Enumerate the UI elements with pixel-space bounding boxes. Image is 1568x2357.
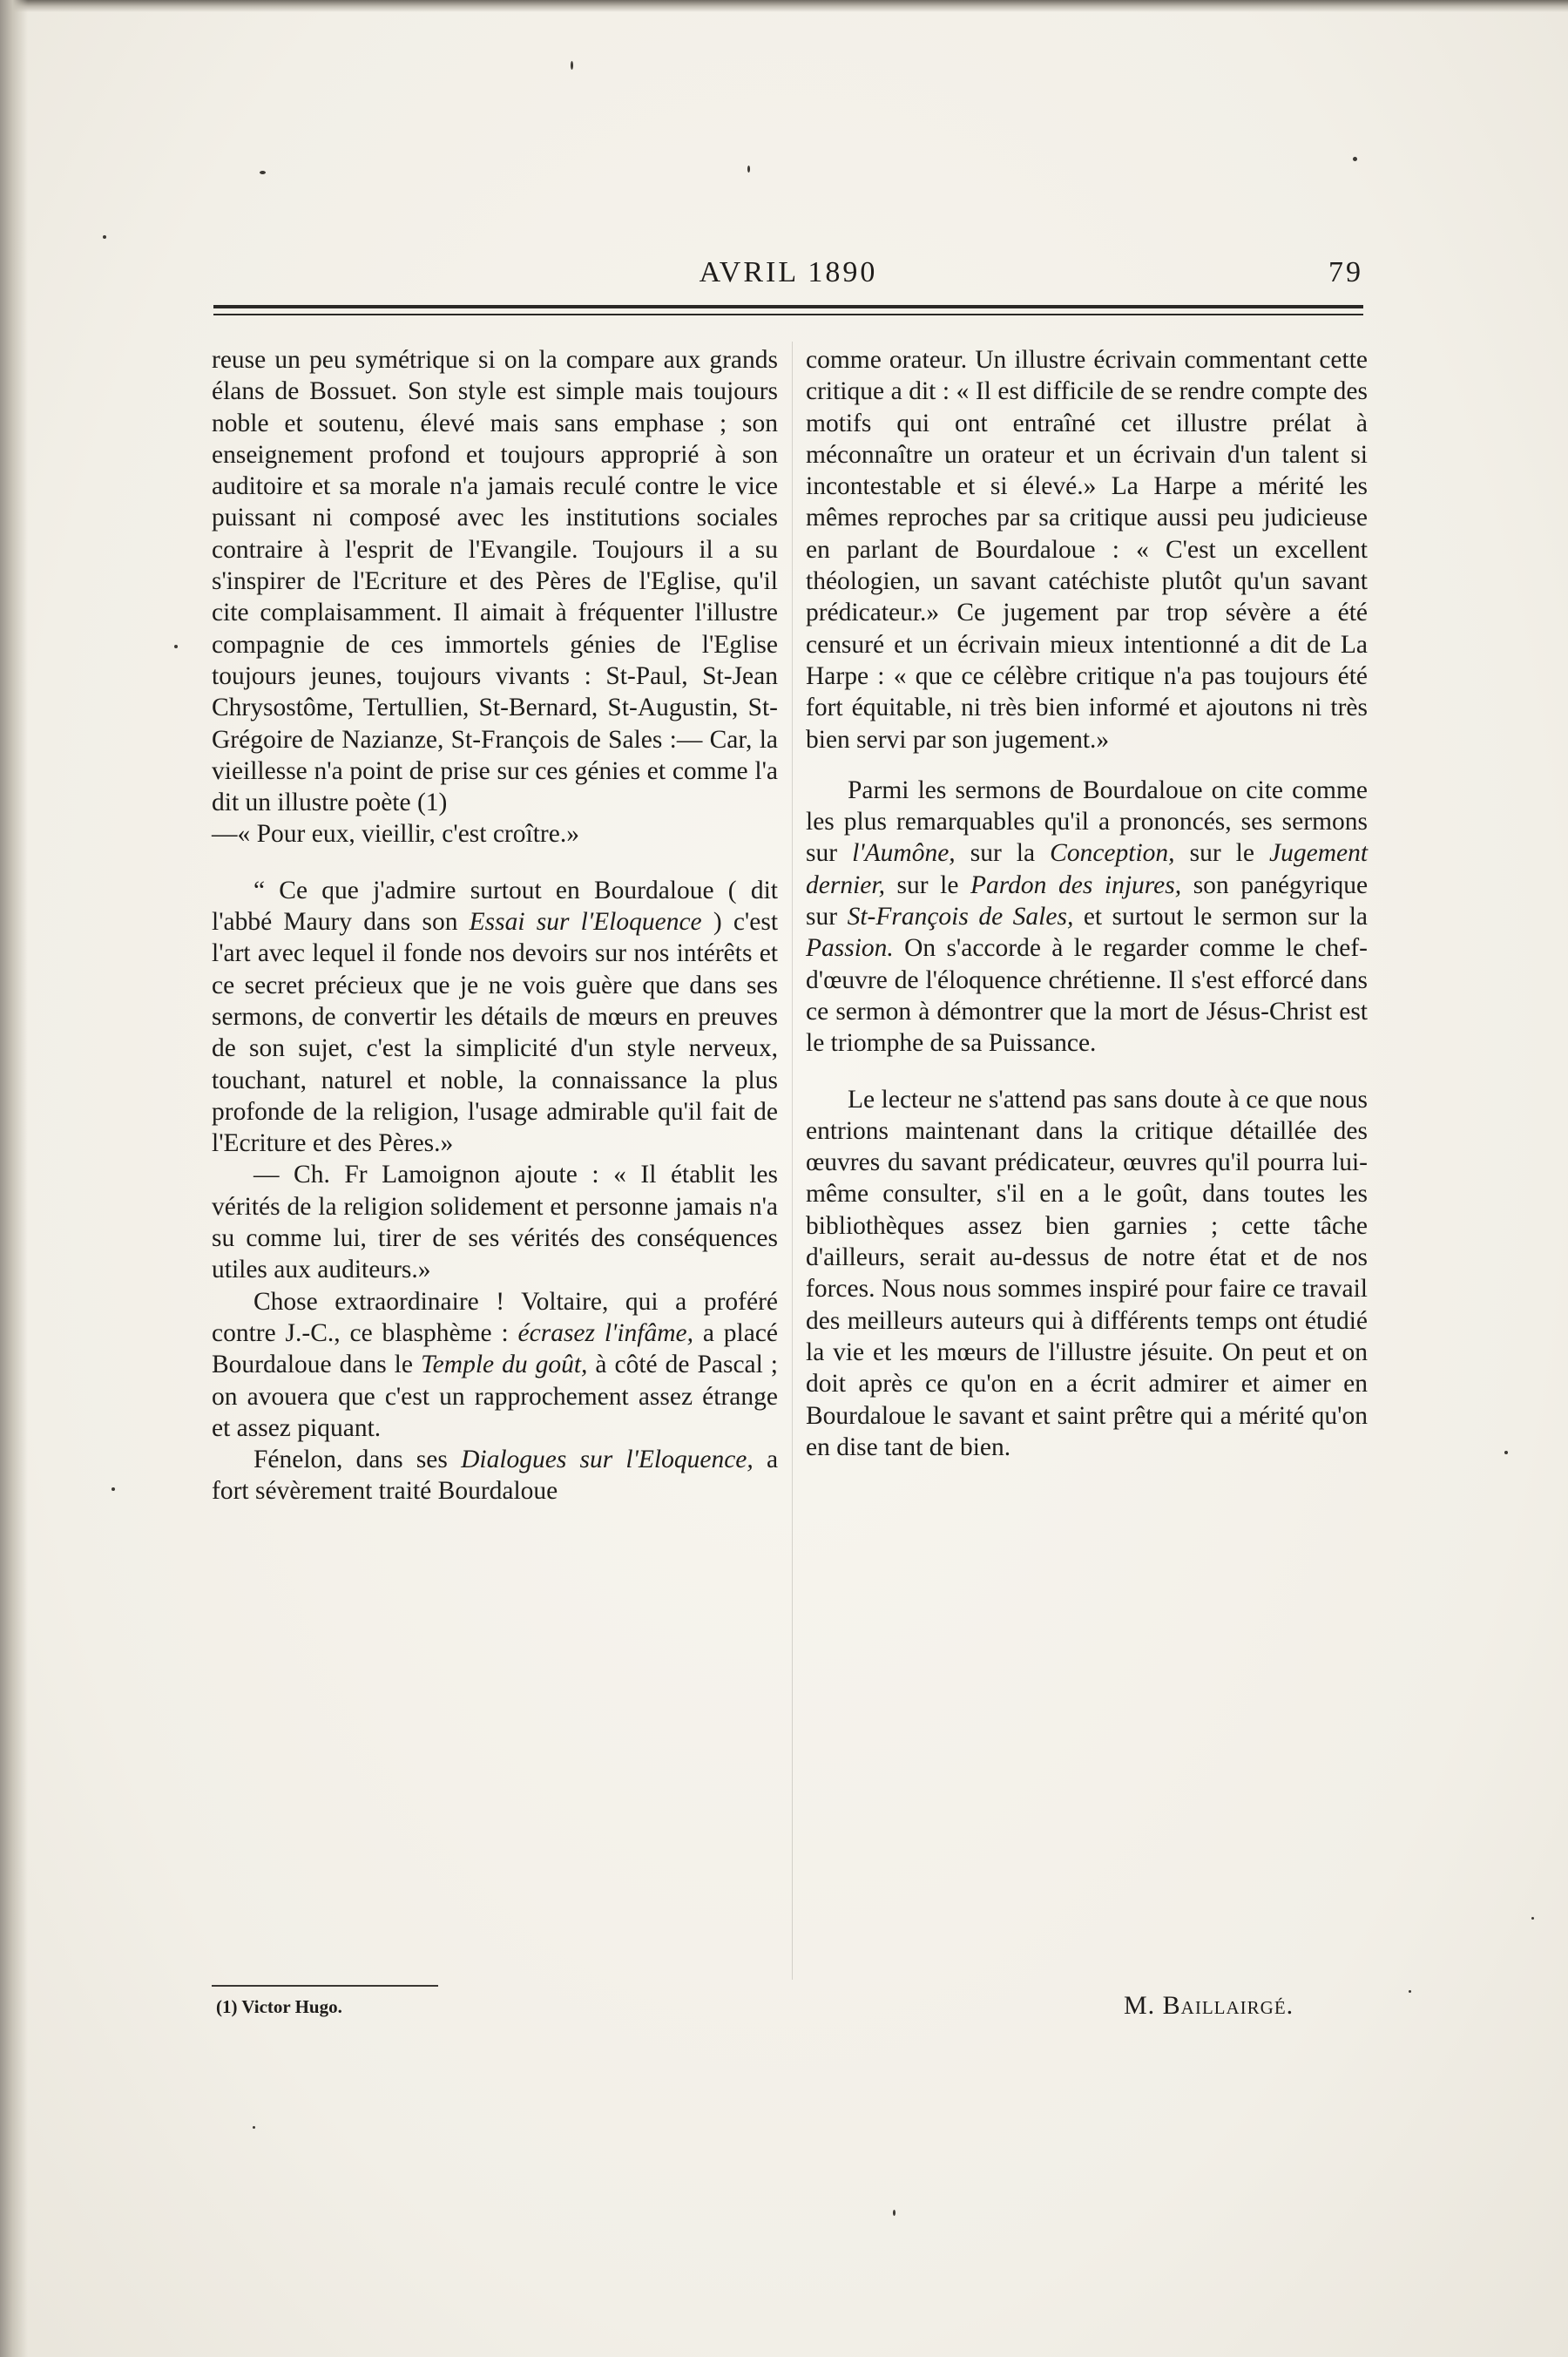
header-date: AVRIL 1890 xyxy=(699,256,878,288)
paragraph: Chose extraordinaire ! Voltaire, qui a proféré contre J.-C., ce blasphème : écrasez l'infâme, a placé Bourdaloue dans le Temple du goût, à côté de Pascal ; on avouera que c'est un rapprochement assez étrange et assez piquant. xyxy=(212,1287,779,1442)
page-top-edge-shadow xyxy=(0,0,1568,12)
paragraph: Fénelon, dans ses Dialogues sur l'Eloquence, a fort sévèrement traité Bourdaloue xyxy=(212,1446,779,1506)
quotation: écrasez l'infâme, xyxy=(517,1318,694,1347)
right-column xyxy=(806,344,1368,1463)
footnote-marker: (1) xyxy=(416,789,448,817)
page-binding-edge xyxy=(0,0,28,2357)
paragraph: comme orateur. Un illustre écrivain commentant cette critique a dit : « Il est difficile de se rendre compte des motifs qui ont entraîné cet illustre prélat à méconnaître un orateur et un écrivain d'un talent si incontestable et si élevé.» La Harpe a mérité les mêmes reproches par sa critique aussi peu judicieuse en parlant de Bourdaloue : « C'est un excellent théologien, un savant catéchiste plutôt qu'un savant prédicateur.» Ce jugement par trop sévère a été censuré et un écrivain mieux intentionné a dit de La Harpe : « que ce célèbre critique n'a pas toujours été fort équitable, ni très bien informé et ajoutons ni très bien servi par son jugement.» xyxy=(806,346,1368,754)
footnote-rule xyxy=(212,1985,438,1987)
column-divider xyxy=(792,342,793,1980)
book-title: Dialogues sur l'Eloquence, xyxy=(461,1446,754,1474)
header-rule-thick xyxy=(213,305,1363,308)
author-signature: M. Baillairgé. xyxy=(1124,1991,1294,2020)
running-header xyxy=(213,256,1363,300)
paragraph: — Ch. Fr Lamoignon ajoute : « Il établit les vérités de la religion solidement et personne jamais n'a su comme lui, tirer de ses vérités des conséquences utiles aux auditeurs.» xyxy=(212,1161,778,1284)
paragraph: reuse un peu symétrique si on la compare aux grands élans de Bossuet. Son style est simple mais toujours noble et soutenu, élevé mais sans emphase ; son enseignement profond et toujours approprié à son auditoire et sa morale n'a jamais reculé contre le vice puissant ni composé avec les institutions sociales contraire à l'esprit de l'Evangile. Toujours il a su s'inspirer de l'Ecriture et des Pères de l'Eglise, qu'il cite complaisamment. Il aimait à fréquenter l'illustre compagnie de ces immortels génies de l'Eglise toujours jeunes, toujours vivants : St-Paul, St-Jean Chrysostôme, Tertullien, St-Bernard, St-Augustin, St-Grégoire de Nazianze, St-François de Sales :— Car, la vieillesse n'a point de prise sur ces génies et comme l'a dit un illustre poète (1) —« Pour eux, vieillir, c'est croître.» xyxy=(212,346,778,849)
paragraph: Parmi les sermons de Bourdaloue on cite comme les plus remarquables qu'il a prononcés, ses sermons sur l'Aumône, sur la Conception, sur le Jugement dernier, sur le Pardon des injures, son panégyrique sur St-François de Sales, et surtout le sermon sur la Passion. On s'accorde à le regarder comme le chef-d'œuvre de l'éloquence chrétienne. Il s'est efforcé dans ce sermon à démontrer que la mort de Jésus-Christ est le triomphe de sa Puissance. xyxy=(806,776,1369,1058)
book-title: Temple du goût, xyxy=(420,1351,588,1379)
book-title: Essai sur l'Eloquence xyxy=(469,908,702,937)
paragraph: Le lecteur ne s'attend pas sans doute à ce que nous entrions maintenant dans la critique détaillée des œuvres du savant prédicateur, œuvres qu'il pourra lui-même consulter, s'il en a le goût, dans toutes les bibliothèques assez bien garnies ; cette tâche d'ailleurs, serait au-dessus de notre état et de nos forces. Nous nous sommes inspiré pour faire ce travail des meilleurs auteurs qui à différents temps ont étudié la vie et les mœurs de l'illustre jésuite. On peut et on doit après ce qu'on en a écrit admirer et aimer en Bourdaloue le savant et saint prêtre qui a mérité qu'on en dise tant de bien. xyxy=(806,1085,1368,1461)
page-number: 79 xyxy=(1328,256,1363,288)
left-column xyxy=(212,344,778,1507)
paragraph: “ Ce que j'admire surtout en Bourdaloue ( dit l'abbé Maury dans son Essai sur l'Eloquence ) c'est l'art avec lequel il fonde nos devoirs sur nos intérêts et ce secret précieux que je ne vois guère que dans ses sermons, de convertir les détails de mœurs en preuves de son sujet, c'est la simplicité d'un style nerveux, touchant, naturel et noble, la connaissance la plus profonde de la religion, l'usage admirable qu'il fait de l'Ecriture et des Pères.» xyxy=(212,876,779,1158)
header-rule-thin xyxy=(213,314,1363,315)
footnote: (1) Victor Hugo. xyxy=(216,1996,342,2017)
